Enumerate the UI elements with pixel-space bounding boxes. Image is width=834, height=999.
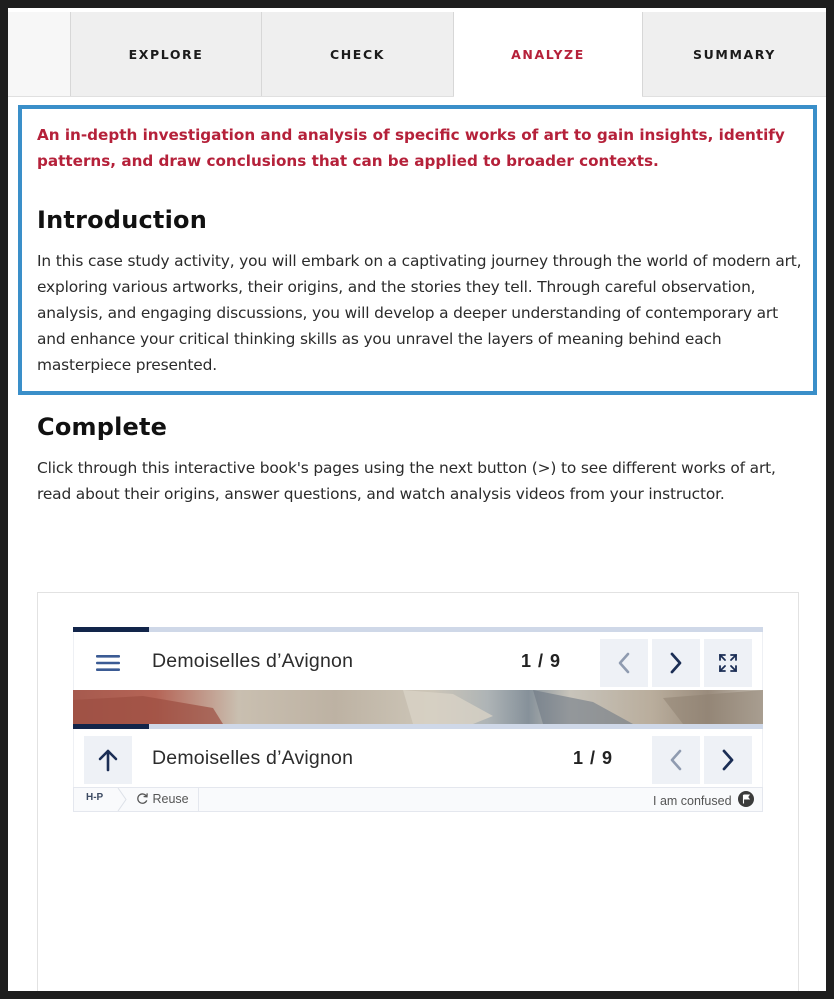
h5p-logo[interactable]: H-P xyxy=(86,792,104,803)
next-page-button[interactable] xyxy=(652,639,700,687)
active-tab-gap xyxy=(454,96,642,97)
back-to-top-button[interactable] xyxy=(84,736,132,784)
chevron-right-icon xyxy=(669,652,683,674)
page xyxy=(8,8,826,991)
reuse-label: Reuse xyxy=(152,792,189,806)
introduction-text: In this case study activity, you will embark on a captivating journey through the world of modern art, exploring various artworks, their origins, and the stories they tell. Through careful observation, analysis, and engaging discussions, you will develop a deeper understanding of contemporary art and enhance your critical thinking skills as you unravel the layers of meaning behind each masterpiece presented. xyxy=(37,252,802,374)
complete-text: Click through this interactive book's pages using the next button (>) to see different works of art, read about their origins, answer questions, and watch analysis videos from your instructor. xyxy=(37,459,776,503)
tab-explore[interactable]: EXPLORE xyxy=(70,12,261,97)
interactive-book xyxy=(73,627,763,812)
tab-check[interactable]: CHECK xyxy=(261,12,453,97)
confused-label: I am confused xyxy=(653,794,732,808)
page-indicator: 1 / 9 xyxy=(521,651,562,671)
arrow-up-icon xyxy=(98,748,118,772)
chevron-right-icon xyxy=(721,749,735,771)
tab-bar xyxy=(8,8,826,97)
tab-spacer xyxy=(8,12,70,97)
complete-heading: Complete xyxy=(37,413,168,441)
book-footer-nav xyxy=(73,729,763,787)
previous-page-button[interactable] xyxy=(600,639,648,687)
flag-icon xyxy=(738,791,754,807)
interactive-book-embed xyxy=(37,592,799,991)
next-page-button-bottom[interactable] xyxy=(704,736,752,784)
artwork-image xyxy=(73,690,763,724)
previous-page-button-bottom[interactable] xyxy=(652,736,700,784)
book-header xyxy=(73,632,763,690)
tab-analyze[interactable]: ANALYZE xyxy=(453,12,642,97)
page-indicator-bottom: 1 / 9 xyxy=(573,748,614,768)
fullscreen-button[interactable] xyxy=(704,639,752,687)
confused-button[interactable] xyxy=(653,791,754,810)
chevron-left-icon xyxy=(669,749,683,771)
footer-separator-icon xyxy=(116,788,128,811)
h5p-footer xyxy=(73,787,763,812)
book-page-title-bottom: Demoiselles d’Avignon xyxy=(152,747,354,769)
refresh-icon xyxy=(136,792,149,805)
chevron-left-icon xyxy=(617,652,631,674)
menu-icon[interactable] xyxy=(84,639,132,687)
fullscreen-icon xyxy=(718,653,738,673)
book-page-title: Demoiselles d’Avignon xyxy=(152,650,354,672)
reuse-button[interactable] xyxy=(136,792,189,806)
introduction-heading: Introduction xyxy=(37,206,207,234)
tab-summary[interactable]: SUMMARY xyxy=(642,12,826,97)
footer-divider xyxy=(198,788,199,811)
tab-divider xyxy=(8,96,826,97)
page-tagline: An in-depth investigation and analysis of specific works of art to gain insights, identify patterns, and draw conclusions that can be applied to broader contexts. xyxy=(37,126,785,170)
